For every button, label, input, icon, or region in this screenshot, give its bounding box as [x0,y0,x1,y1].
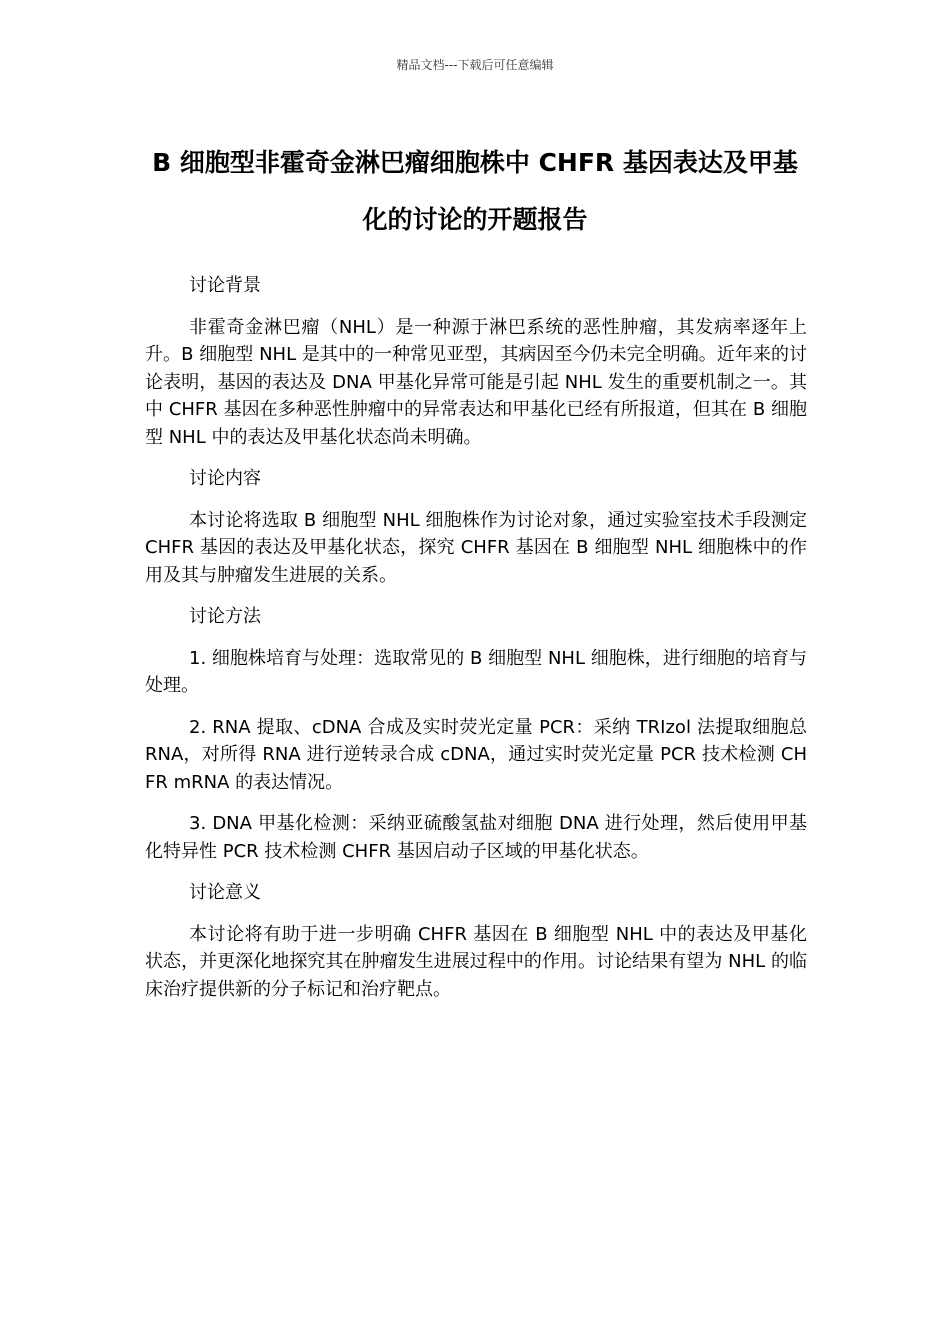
paragraph-significance: 本讨论将有助于进一步明确 CHFR 基因在 B 细胞型 NHL 中的表达及甲基化状态，并更深化地探究其在肿瘤发生进展过程中的作用。讨论结果有望为 NHL 的临床治疗提供新的分子标记和治疗靶点。 [145,923,807,1000]
paragraph-method-1: 1. 细胞株培育与处理：选取常见的 B 细胞型 NHL 细胞株，进行细胞的培育与处理。 [145,647,807,696]
paragraph-method-3: 3. DNA 甲基化检测：采纳亚硫酸氢盐对细胞 DNA 进行处理，然后使用甲基化特异性 PCR 技术检测 CHFR 基因启动子区域的甲基化状态。 [145,813,807,862]
section-heading-background: 讨论背景 [189,275,261,296]
paragraph-background: 非霍奇金淋巴瘤（NHL）是一种源于淋巴系统的恶性肿瘤，其发病率逐年上升。B 细胞型 NHL 是其中的一种常见亚型，其病因至今仍未完全明确。近年来的讨论表明，基因的表达及 DNA 甲基化异常可能是引起 NHL 发生的重要机制之一。其中 CHFR 基因在多种恶性肿瘤中的异常表达和甲基化已经有所报道，但其在 B 细胞型 NHL 中的表达及甲基化状态尚未明确。 [145,316,807,448]
paragraph-content: 本讨论将选取 B 细胞型 NHL 细胞株作为讨论对象，通过实验室技术手段测定 CHFR 基因的表达及甲基化状态，探究 CHFR 基因在 B 细胞型 NHL 细胞株中的作用及其与肿瘤发生进展的关系。 [145,509,807,586]
section-heading-methods: 讨论方法 [189,606,261,627]
document-body [145,272,807,1017]
header-note: 精品文档---下载后可任意编辑 [396,58,554,72]
document-title: B 细胞型非霍奇金淋巴瘤细胞株中 CHFR 基因表达及甲基化的讨论的开题报告 [152,148,798,234]
paragraph-method-2: 2. RNA 提取、cDNA 合成及实时荧光定量 PCR：采纳 TRIzol 法提取细胞总 RNA，对所得 RNA 进行逆转录合成 cDNA，通过实时荧光定量 PCR 技术检测 CHFR mRNA 的表达情况。 [145,716,807,793]
section-heading-content: 讨论内容 [189,468,261,489]
section-heading-significance: 讨论意义 [189,882,261,903]
